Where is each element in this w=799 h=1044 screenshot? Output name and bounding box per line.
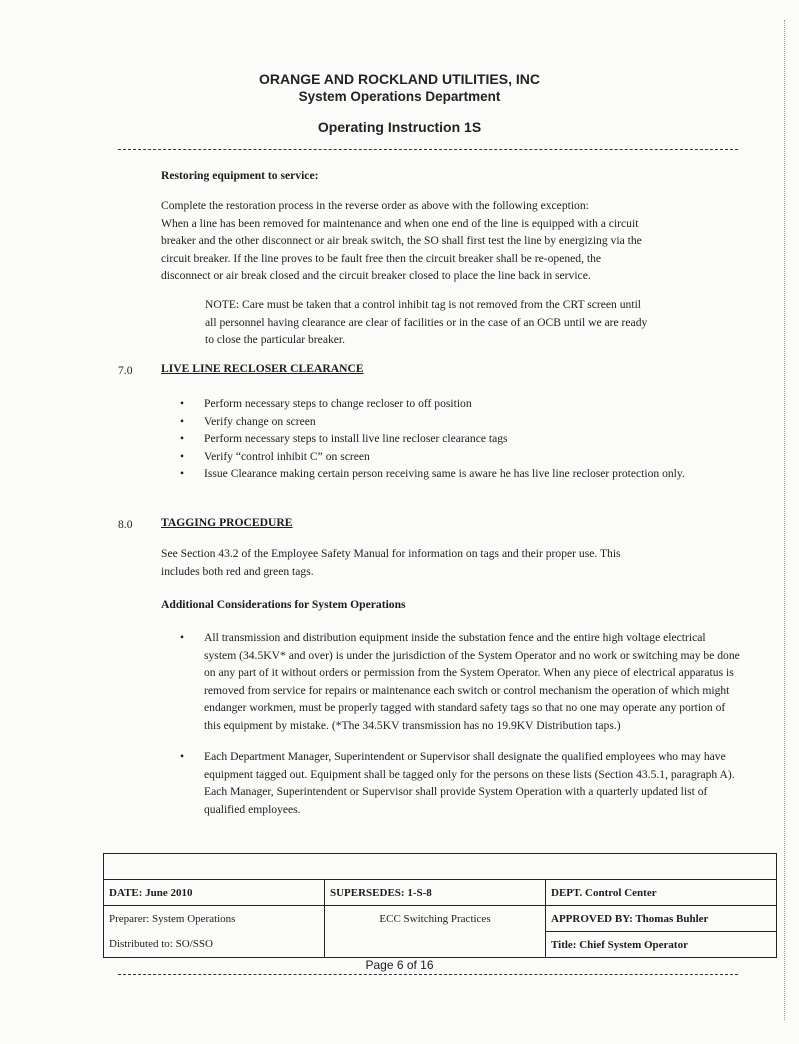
restoring-paragraph — [161, 197, 642, 285]
instruction-title: Operating Instruction 1S — [317, 119, 482, 135]
list-item: • Each Department Manager, Superintendent or Supervisor shall designate the qualified employees who may have equipment tagged out. Equipment shall be tagged only for the persons on these lists (Section 43.5.1, paragraph A). Each Manager, Superintendent or Supervisor shall provide System Operation with a quarterly updated list of qualified employees. — [180, 748, 740, 818]
text-line: circuit breaker. If the line proves to be fault free then the circuit breaker shall be re-opened, the — [161, 251, 602, 265]
text-line: includes both red and green tags. — [161, 564, 314, 578]
header-rule — [118, 149, 738, 150]
text-line: See Section 43.2 of the Employee Safety Manual for information on tags and their proper use. This — [161, 547, 621, 560]
footer-supersedes: SUPERSEDES: 1-S-8 — [325, 880, 546, 906]
text-line: breaker and the other disconnect or air break switch, the SO shall first test the line by energizing via the — [161, 234, 642, 247]
footer-approved: APPROVED BY: Thomas Buhler — [546, 906, 777, 932]
footer-practice: ECC Switching Practices — [325, 906, 546, 932]
section-title: TAGGING PROCEDURE — [161, 516, 293, 529]
footer-blank-row — [104, 854, 777, 880]
list-item: • Issue Clearance making certain person receiving same is aware he has live line recloser protection only. — [180, 465, 710, 483]
list-item: • Verify “control inhibit C” on screen — [180, 448, 710, 466]
footer-date: DATE: June 2010 — [104, 880, 325, 906]
text-line: When a line has been removed for maintenance and when one end of the line is equipped with a circuit — [161, 216, 639, 230]
footer-preparer: Preparer: System Operations — [104, 906, 325, 932]
restoring-heading: Restoring equipment to service: — [161, 169, 319, 182]
section7-bullet-list — [180, 395, 710, 483]
footer-distributed: Distributed to: SO/SSO — [104, 932, 325, 958]
footer-title: Title: Chief System Operator — [546, 932, 777, 958]
footer-dept: DEPT. Control Center — [546, 880, 777, 906]
text-line: disconnect or air break closed and the circuit breaker closed to place the line back in service. — [161, 269, 591, 282]
footer-rule — [118, 974, 738, 975]
section8-bullet-list — [180, 629, 740, 818]
text-line: to close the particular breaker. — [205, 333, 346, 346]
tagging-paragraph — [161, 545, 621, 580]
section-number: 8.0 — [118, 518, 133, 531]
list-item: • Perform necessary steps to change recloser to off position — [180, 395, 710, 413]
footer-empty-cell — [325, 932, 546, 958]
department-name: System Operations Department — [298, 89, 501, 104]
section-title: LIVE LINE RECLOSER CLEARANCE — [161, 362, 364, 375]
list-item: • All transmission and distribution equipment inside the substation fence and the entire high voltage electrical system (34.5KV* and over) is under the jurisdiction of the System Operator and no work or switching may be done on any part of it without orders or permission from the System Operator. When any piece of electrical apparatus is removed from service for repairs or maintenance each switch or control mechanism the operation of which might endanger workmen, must be properly tagged with standard safety tags so that no one may operate any portion of this equipment by mistake. (*The 34.5KV transmission has no 19.9KV Distribution taps.) — [180, 629, 740, 734]
document-footer-table — [103, 853, 777, 958]
text-line: all personnel having clearance are clear of facilities or in the case of an OCB until we are ready — [205, 315, 648, 329]
page-number: Page 6 of 16 — [365, 958, 434, 972]
additional-considerations-heading: Additional Considerations for System Operations — [161, 598, 406, 611]
list-item: • Verify change on screen — [180, 413, 710, 431]
section-number: 7.0 — [118, 364, 133, 377]
text-line: NOTE: Care must be taken that a control inhibit tag is not removed from the CRT screen until — [205, 298, 642, 311]
company-name: ORANGE AND ROCKLAND UTILITIES, INC — [258, 71, 541, 87]
list-item: • Perform necessary steps to install live line recloser clearance tags — [180, 430, 710, 448]
restoring-note — [205, 296, 647, 349]
text-line: Complete the restoration process in the reverse order as above with the following exception: — [161, 199, 589, 212]
scan-edge-artifact — [784, 20, 785, 1020]
